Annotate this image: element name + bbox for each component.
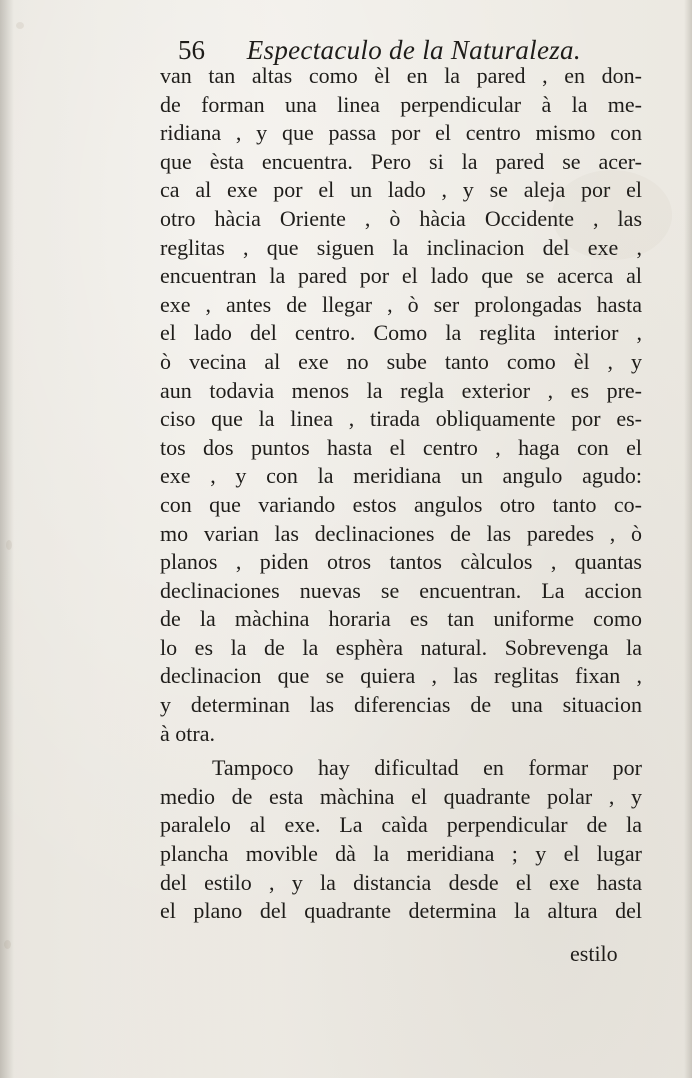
text-line: aun todavia menos la regla exterior , es pre-	[160, 377, 642, 403]
running-title: Espectaculo de la Naturaleza.	[246, 35, 581, 65]
text-line: ca al exe por el un lado , y se aleja por el	[160, 177, 642, 203]
text-line: lo es la de la esphèra natural. Sobrevenga la	[160, 634, 642, 660]
paper-stain	[6, 540, 12, 550]
text-line: del estilo , y la distancia desde el exe hasta	[160, 869, 642, 895]
text-line: declinacion que se quiera , las reglitas fixan ,	[160, 663, 642, 689]
text-line: y determinan las diferencias de una situacion	[160, 692, 642, 718]
text-line: de la màchina horaria es tan uniforme como	[160, 606, 642, 632]
paper-stain	[4, 940, 11, 949]
text-line: reglitas , que siguen la inclinacion del exe ,	[160, 234, 642, 260]
text-line: el plano del quadrante determina la altura del	[160, 898, 642, 924]
text-line: ciso que la linea , tirada obliquamente por es-	[160, 406, 642, 432]
text-line: declinaciones nuevas se encuentran. La accion	[160, 577, 642, 603]
paper-stain	[16, 22, 24, 29]
text-line: de forman una linea perpendicular à la me-	[160, 91, 642, 117]
text-line: que èsta encuentra. Pero si la pared se acer-	[160, 148, 642, 174]
text-line: ò vecina al exe no sube tanto como èl , y	[160, 348, 642, 374]
text-line: à otra.	[160, 720, 215, 746]
text-line: mo varian las declinaciones de las paredes , ò	[160, 520, 642, 546]
page-number: 56	[178, 35, 205, 65]
gutter-shadow	[0, 0, 14, 1078]
text-line: encuentran la pared por el lado que se acerca al	[160, 263, 642, 289]
paragraph	[160, 754, 642, 926]
text-line: otro hàcia Oriente , ò hàcia Occidente , las	[160, 205, 642, 231]
text-line: exe , y con la meridiana un angulo agudo:	[160, 463, 642, 489]
text-line: ridiana , y que passa por el centro mismo con	[160, 120, 642, 146]
text-line: medio de esta màchina el quadrante polar , y	[160, 783, 642, 809]
catchword: estilo	[570, 941, 618, 966]
paragraph	[160, 62, 642, 748]
page-edge-shadow	[684, 0, 692, 1078]
text-line: planos , piden otros tantos càlculos , quantas	[160, 549, 642, 575]
text-line: con que variando estos angulos otro tanto co-	[160, 491, 642, 517]
body-text	[160, 62, 642, 926]
text-line: Tampoco hay dificultad en formar por	[212, 755, 642, 781]
text-line: exe , antes de llegar , ò ser prolongadas hasta	[160, 291, 642, 317]
text-line: el lado del centro. Como la reglita interior ,	[160, 320, 642, 346]
text-line: van tan altas como èl en la pared , en don-	[160, 63, 642, 88]
text-line: tos dos puntos hasta el centro , haga con el	[160, 434, 642, 460]
text-line: plancha movible dà la meridiana ; y el lugar	[160, 841, 642, 867]
text-line: paralelo al exe. La caìda perpendicular de la	[160, 812, 642, 838]
